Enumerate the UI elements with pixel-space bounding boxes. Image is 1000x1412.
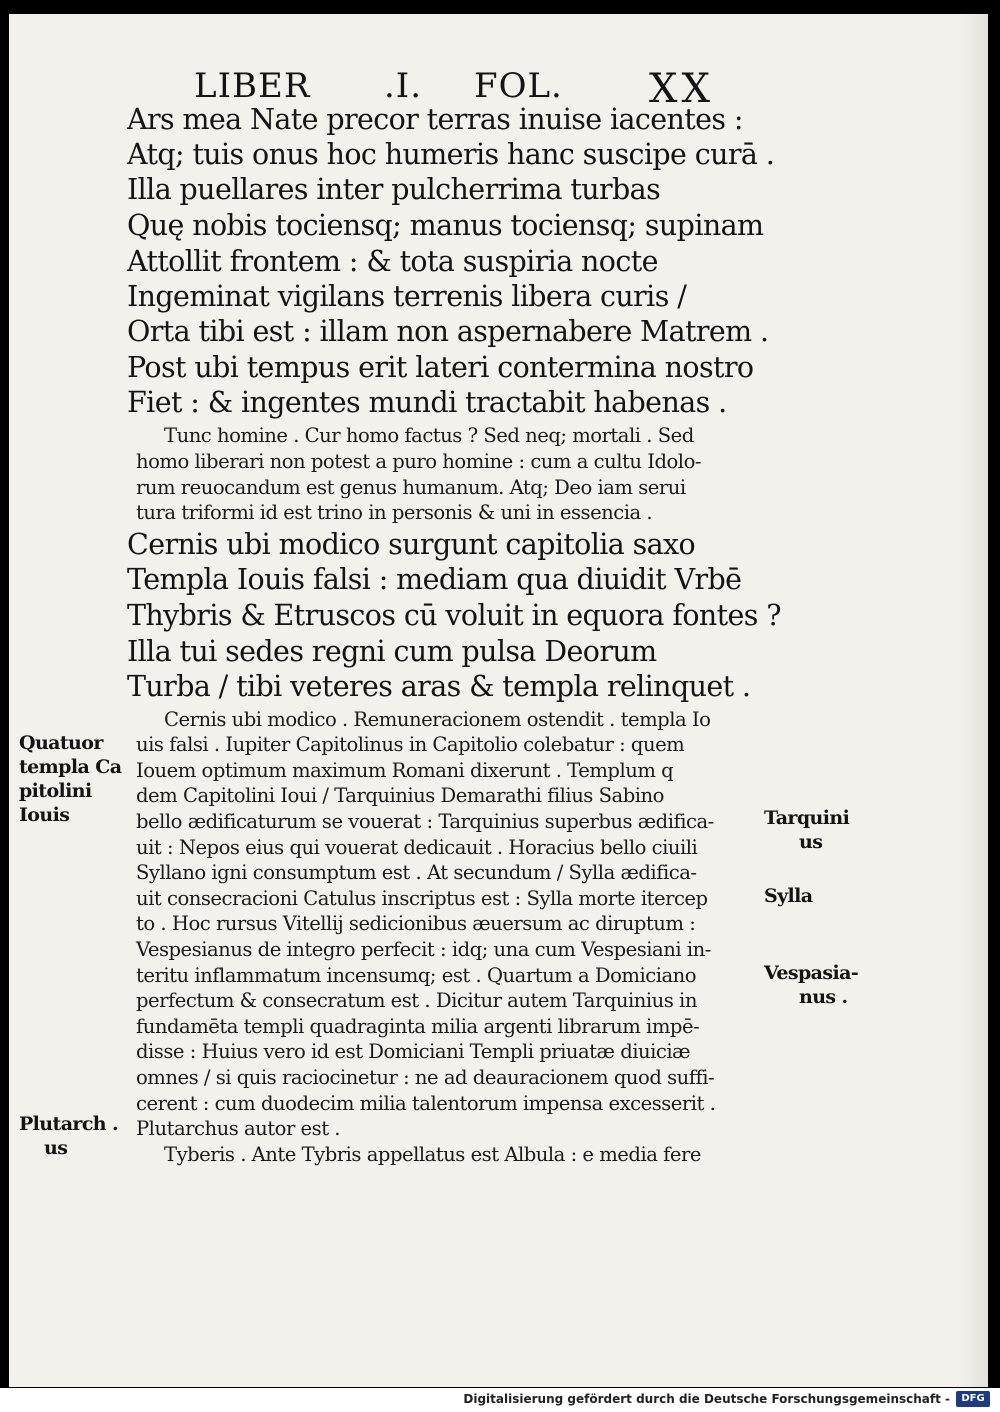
commentary-line: homo liberari non potest a puro homine : cum a cultu Idolo- <box>136 450 701 473</box>
page-edge-shadow <box>958 14 988 1387</box>
commentary-line: teritu inflammatum incensumq; est . Quartum a Domiciano <box>136 964 697 987</box>
marginal-note-line: Quatuor <box>19 732 103 754</box>
commentary-line: Syllano igni consumptum est . At secundum / Sylla ædifica- <box>136 861 697 884</box>
marginal-note-quatuor-templa <box>19 731 121 827</box>
verse-line: Ars mea Nate precor terras inuise iacentes : <box>127 103 743 136</box>
commentary-line: uit consecracioni Catulus inscriptus est : Sylla morte itercep <box>136 887 708 910</box>
header-liber: LIBER <box>194 66 311 106</box>
marginal-note-vespasianus <box>764 961 858 1009</box>
marginal-note-line: us <box>799 831 823 853</box>
commentary-line: perfectum & consecratum est . Dicitur autem Tarquinius in <box>136 989 697 1012</box>
verse-line: Post ubi tempus erit lateri contermina nostro <box>127 351 754 384</box>
marginal-note-line: Sylla <box>764 885 813 907</box>
verse-line: Cernis ubi modico surgunt capitolia saxo <box>127 528 696 561</box>
commentary-line: bello ædificaturum se vouerat : Tarquinius superbus ædifica- <box>136 810 714 833</box>
commentary-line: Iouem optimum maximum Romani dixerunt . Templum q <box>136 759 674 782</box>
commentary-line: Tunc homine . Cur homo factus ? Sed neq; mortali . Sed <box>164 424 694 447</box>
verse-line: Attollit frontem : & tota suspiria nocte <box>127 245 658 278</box>
marginal-note-line: Tarquini <box>764 807 850 829</box>
marginal-note-line: templa Ca <box>19 756 122 778</box>
marginal-note-plutarchus <box>19 1112 118 1160</box>
commentary-line: tura triformi id est trino in personis & uni in essencia . <box>136 501 653 524</box>
footer-credit: Digitalisierung gefördert durch die Deutsche Forschungsgemeinschaft - <box>463 1392 950 1406</box>
verse-line: Fiet : & ingentes mundi tractabit habenas . <box>127 386 727 419</box>
marginal-note-line: us <box>44 1137 68 1159</box>
commentary-line: cerent : cum duodecim milia talentorum impensa excesserit . <box>136 1092 716 1115</box>
verse-line: Orta tibi est : illam non aspernabere Matrem . <box>127 315 769 348</box>
commentary-line: uis falsi . Iupiter Capitolinus in Capitolio colebatur : quem <box>136 733 685 756</box>
book-page <box>9 14 988 1387</box>
marginal-note-line: Iouis <box>19 804 70 826</box>
marginal-note-tarquinius <box>764 806 849 854</box>
commentary-line: dem Capitolini Ioui / Tarquinius Demarathi filius Sabino <box>136 784 664 807</box>
header-folio-number: XX <box>649 66 714 112</box>
commentary-line: omnes / si quis raciocinetur : ne ad deauracionem quod suffi- <box>136 1066 715 1089</box>
marginal-note-line: pitolini <box>19 780 92 802</box>
footer-bar <box>0 1388 1000 1412</box>
commentary-line: rum reuocandum est genus humanum. Atq; Deo iam serui <box>136 476 686 499</box>
verse-line: Ingeminat vigilans terrenis libera curis / <box>127 280 687 313</box>
commentary-line: Cernis ubi modico . Remuneracionem ostendit . templa Io <box>164 708 711 731</box>
marginal-note-line: Vespasia- <box>764 962 859 984</box>
commentary-line: disse : Huius vero id est Domiciani Templi priuatæ diuiciæ <box>136 1040 691 1063</box>
commentary-line: Vespesianus de integro perfecit : idq; una cum Vespesiani in- <box>136 938 711 961</box>
marginal-note-line: nus . <box>799 986 848 1008</box>
verse-line: Templa Iouis falsi : mediam qua diuidit Vrbē <box>127 563 742 596</box>
verse-line: Illa tui sedes regni cum pulsa Deorum <box>127 635 657 668</box>
verse-line: Thybris & Etruscos cū voluit in equora fontes ? <box>127 599 781 632</box>
verse-line: Illa puellares inter pulcherrima turbas <box>127 173 661 206</box>
verse-line: Quę nobis tociensq; manus tociensq; supinam <box>127 209 764 242</box>
header-book-number: .I. <box>384 66 423 106</box>
dfg-logo-icon: DFG <box>956 1391 990 1407</box>
commentary-line: uit : Nepos eius qui vouerat dedicauit . Horacius bello ciuili <box>136 836 698 859</box>
marginal-note-sylla <box>764 884 813 908</box>
commentary-line: fundamēta templi quadraginta milia argenti librarum impē- <box>136 1015 700 1038</box>
commentary-line: to . Hoc rursus Vitellij sedicionibus æuersum ac diruptum : <box>136 912 696 935</box>
marginal-note-line: Plutarch . <box>19 1113 119 1135</box>
commentary-line: Plutarchus autor est . <box>136 1117 341 1140</box>
commentary-line: Tyberis . Ante Tybris appellatus est Albula : e media fere <box>164 1143 701 1166</box>
header-fol: FOL. <box>474 66 563 106</box>
verse-line: Atq; tuis onus hoc humeris hanc suscipe curā . <box>127 138 775 171</box>
verse-line: Turba / tibi veteres aras & templa relinquet . <box>127 670 751 703</box>
